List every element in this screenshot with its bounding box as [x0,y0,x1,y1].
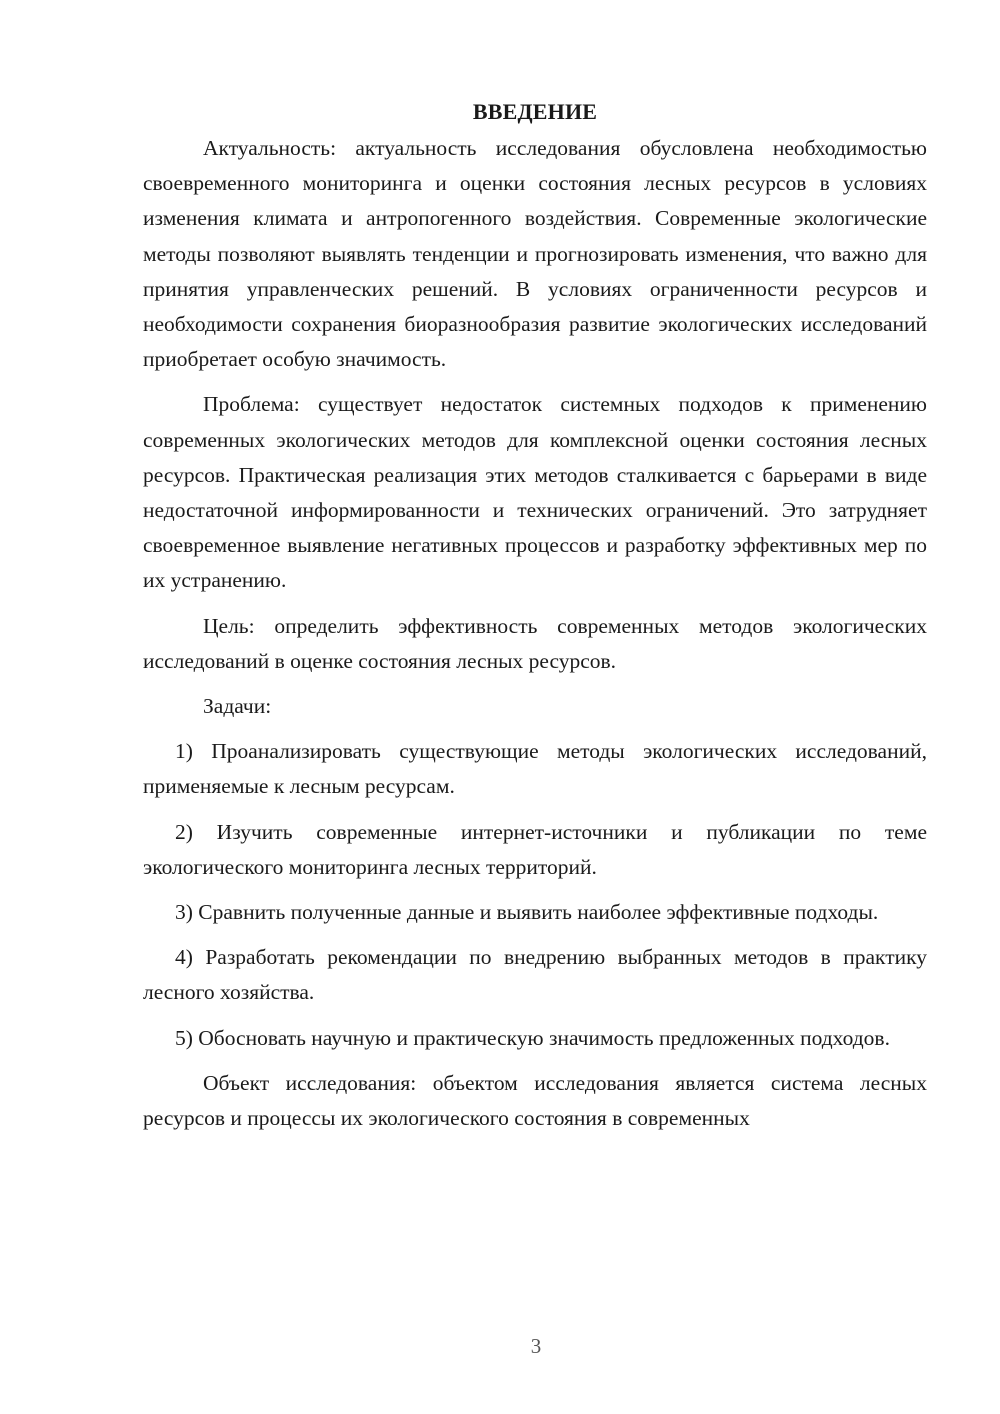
paragraph-gap [143,805,927,815]
paragraph-object: Объект исследования: объектом исследования является система лесных ресурсов и процессы их экологического состояния в современных [143,1070,927,1131]
paragraph-gap [143,885,927,895]
tasks-heading: Задачи: [203,694,272,719]
page-content [143,94,927,1136]
paragraph-gap [143,599,927,609]
paragraph-relevance: Актуальность: актуальность исследования обусловлена необходимостью своевременного мониторинга и оценки состояния лесных ресурсов в условиях изменения климата и антропогенного воздействия. Современные экологические методы позволяют выявлять тенденции и прогнозировать изменения, что важно для принятия управленческих решений. В условиях ограниченности ресурсов и необходимости сохранения биоразнообразия развитие экологических исследований приобретает особую значимость. [143,136,927,372]
page-number: 3 [530,1334,542,1358]
paragraph-problem: Проблема: существует недостаток системных подходов к применению современных экологических методов для комплексной оценки состояния лесных ресурсов. Практическая реализация этих методов сталкивается с барьерами в виде недостаточной информированности и технических ограничений. Это затрудняет своевременное выявление негативных процессов и разработку эффективных мер по их устранению. [143,392,927,593]
paragraph-gap [143,724,927,734]
task-item-1: 1) Проанализировать существующие методы экологических исследований, применяемые к лесным ресурсам. [143,739,927,799]
paragraph-gap [143,1011,927,1021]
task-item-4: 4) Разработать рекомендации по внедрению выбранных методов в практику лесного хозяйства. [143,945,927,1005]
paragraph-gap [143,930,927,940]
paragraph-gap [143,1056,927,1066]
task-item-5: 5) Обосновать научную и практическую значимость предложенных подходов. [175,1025,890,1050]
paragraph-goal: Цель: определить эффективность современных методов экологических исследований в оценке состояния лесных ресурсов. [143,613,927,673]
task-item-3: 3) Сравнить полученные данные и выявить наиболее эффективные подходы. [175,900,879,925]
paragraph-gap [143,377,927,387]
task-item-2: 2) Изучить современные интернет-источники и публикации по теме экологического мониторинга лесных территорий. [143,819,927,879]
paragraph-gap [143,679,927,689]
section-title: ВВЕДЕНИЕ [472,99,598,124]
